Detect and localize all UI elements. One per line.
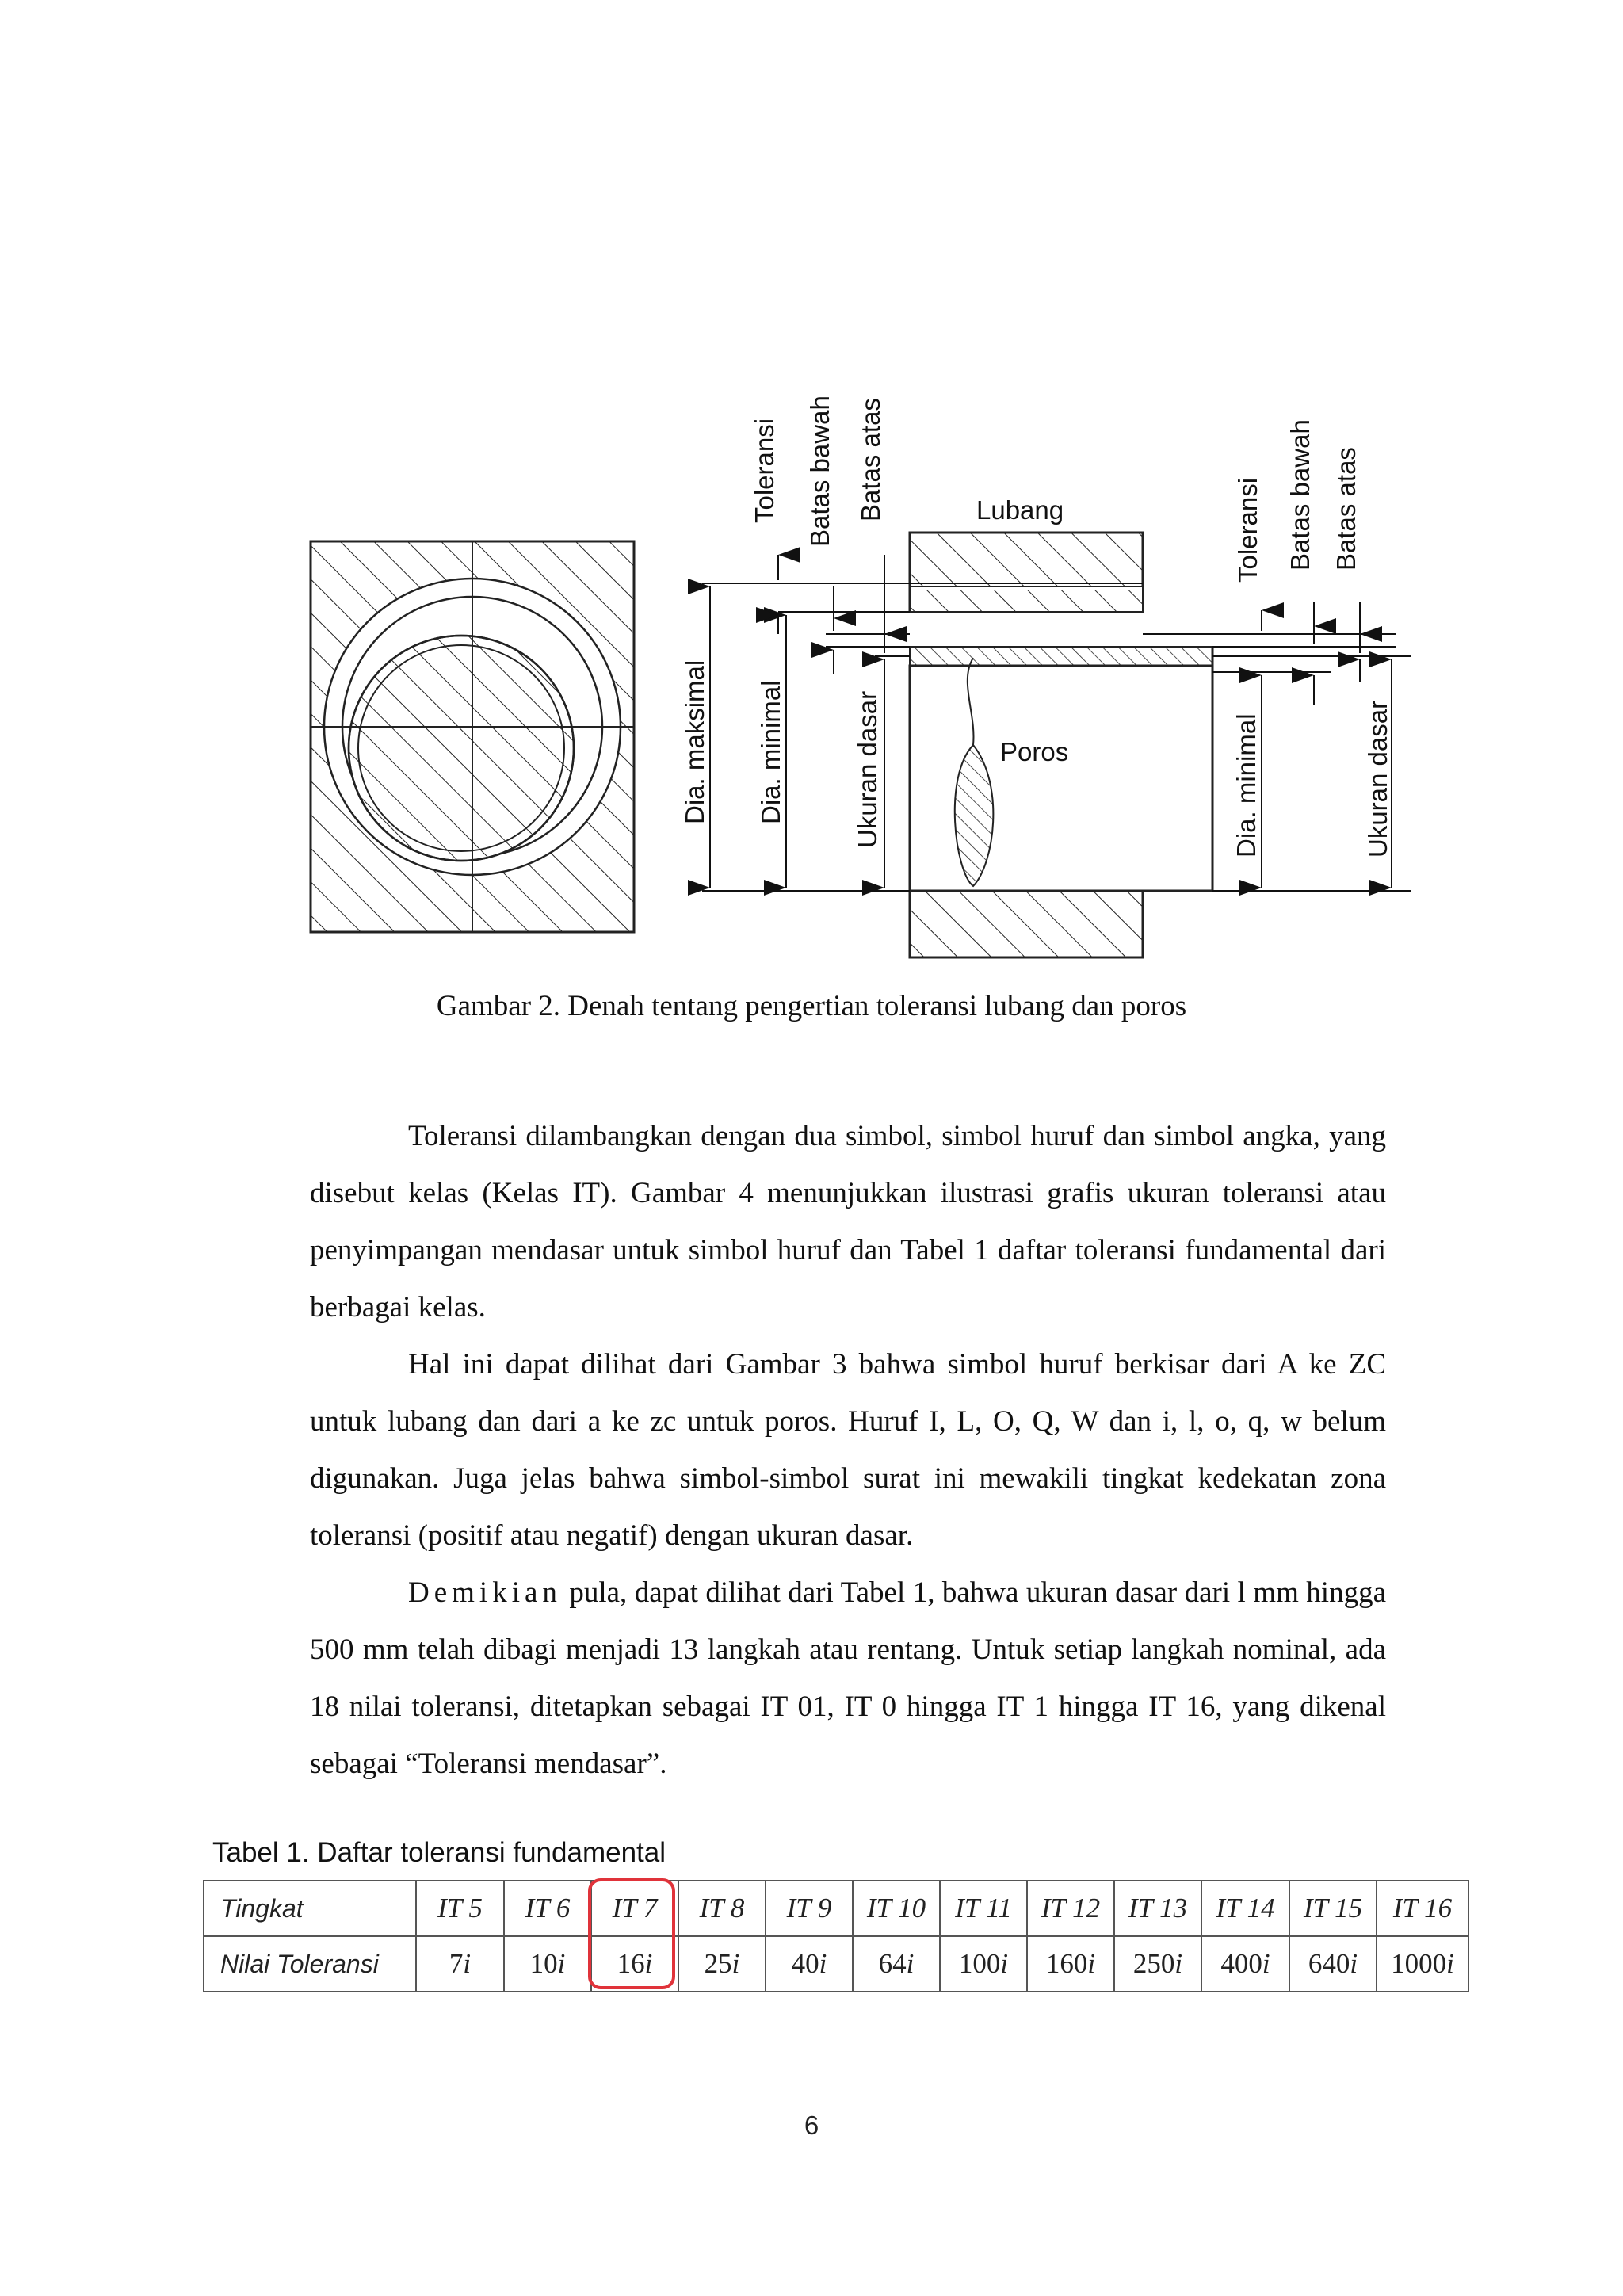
label-ukuran-dasar-left: Ukuran dasar [853, 690, 882, 848]
value-cell [1289, 1936, 1377, 1992]
value-unit: i [1262, 1948, 1270, 1979]
value-unit: i [819, 1948, 827, 1979]
value-number: 250 [1132, 1948, 1175, 1979]
paragraph-3-rest: pula, dapat dilihat dari Tabel 1, bahwa ukuran dasar dari l mm hingga 500 mm telah dibagi menjadi 13 langkah atau rentang. Untuk setiap langkah nominal, ada 18 nilai toleransi, ditetapkan sebagai IT 01, IT 0 hingga IT 1 hingga IT 16, yang dikenal sebagai “Toleransi mendasar”. [310, 1576, 1386, 1780]
value-number: 640 [1308, 1948, 1350, 1979]
grade-cell: IT 16 [1377, 1881, 1468, 1936]
value-number: 25 [704, 1948, 732, 1979]
value-number: 64 [878, 1948, 907, 1979]
figure-caption: Gambar 2. Denah tentang pengertian toleransi lubang dan poros [436, 990, 1187, 1022]
value-number: 160 [1045, 1948, 1088, 1979]
value-cell [416, 1936, 504, 1992]
label-poros: Poros [1000, 737, 1069, 766]
value-unit: i [1446, 1948, 1454, 1979]
label-dia-minimal-left: Dia. minimal [756, 680, 785, 824]
paragraph-1-text: Toleransi dilambangkan dengan dua simbol, simbol huruf dan simbol angka, yang disebut kelas (Kelas IT). Gambar 4 menunjukkan ilustrasi grafis ukuran toleransi atau penyimpangan mendasar untuk simbol huruf dan Tabel 1 daftar toleransi fundamental dari berbagai kelas. [310, 1120, 1386, 1324]
value-cell [853, 1936, 940, 1992]
row-label-tingkat: Tingkat [204, 1881, 416, 1936]
label-dia-minimal-right: Dia. minimal [1232, 713, 1261, 858]
value-number: 10 [529, 1948, 558, 1979]
value-unit: i [463, 1948, 472, 1979]
value-cell [766, 1936, 853, 1992]
grade-cell: IT 5 [416, 1881, 504, 1936]
cross-section-view [311, 541, 634, 932]
value-unit: i [557, 1948, 566, 1979]
value-number: 400 [1220, 1948, 1262, 1979]
value-number: 100 [958, 1948, 1001, 1979]
tolerance-table [203, 1880, 1469, 1992]
value-unit: i [1087, 1948, 1096, 1979]
label-batas-atas-right: Batas atas [1331, 447, 1361, 571]
value-number: 16 [617, 1948, 645, 1979]
value-number: 7 [449, 1948, 464, 1979]
value-number: 40 [791, 1948, 819, 1979]
paragraph-3 [310, 1564, 1386, 1793]
paragraph-2-text: Hal ini dapat dilihat dari Gambar 3 bahwa simbol huruf berkisar dari A ke ZC untuk lubang dan dari a ke zc untuk poros. Huruf I, L, O, Q, W dan i, l, o, q, w belum digunakan. Juga jelas bahwa simbol-simbol surat ini mewakili tingkat kedekatan zona toleransi (positif atau negatif) dengan ukuran dasar. [310, 1348, 1386, 1552]
value-unit: i [644, 1948, 653, 1979]
grade-cell: IT 9 [766, 1881, 853, 1936]
grade-cell: IT 12 [1027, 1881, 1114, 1936]
table-title: Tabel 1. Daftar toleransi fundamental [212, 1837, 666, 1868]
label-toleransi-left: Toleransi [750, 418, 779, 523]
value-cell [1377, 1936, 1468, 1992]
page-number: 6 [804, 2111, 819, 2140]
value-cell [1201, 1936, 1289, 1992]
paragraph-3-text [310, 1564, 1386, 1793]
grade-cell: IT 7 [591, 1881, 678, 1936]
row-label-nilai-toleransi: Nilai Toleransi [204, 1936, 416, 1992]
value-cell [1114, 1936, 1201, 1992]
value-cell [940, 1936, 1027, 1992]
grade-cell: IT 14 [1201, 1881, 1289, 1936]
label-toleransi-right: Toleransi [1233, 477, 1262, 583]
label-batas-bawah-right: Batas bawah [1285, 419, 1315, 571]
value-number: 1000 [1391, 1948, 1447, 1979]
it7-highlight-box [588, 1878, 675, 1989]
value-cell [1027, 1936, 1114, 1992]
label-batas-atas-left: Batas atas [856, 398, 885, 521]
table-row-value [204, 1936, 1468, 1992]
table-row-grade [204, 1881, 1468, 1936]
tolerance-diagram [301, 372, 1426, 963]
grade-cell: IT 10 [853, 1881, 940, 1936]
label-lubang: Lubang [976, 495, 1064, 525]
value-unit: i [1174, 1948, 1183, 1979]
value-cell [504, 1936, 591, 1992]
label-dia-maksimal: Dia. maksimal [680, 659, 709, 824]
value-unit: i [731, 1948, 740, 1979]
grade-cell: IT 11 [940, 1881, 1027, 1936]
paragraph-1 [310, 1108, 1386, 1336]
value-unit: i [1000, 1948, 1009, 1979]
value-cell [678, 1936, 766, 1992]
paragraph-2 [310, 1336, 1386, 1564]
value-unit: i [1350, 1948, 1358, 1979]
value-unit: i [906, 1948, 915, 1979]
label-ukuran-dasar-right: Ukuran dasar [1363, 700, 1392, 858]
grade-cell: IT 15 [1289, 1881, 1377, 1936]
label-batas-bawah-left: Batas bawah [805, 395, 834, 547]
grade-cell: IT 13 [1114, 1881, 1201, 1936]
grade-cell: IT 6 [504, 1881, 591, 1936]
grade-cell: IT 8 [678, 1881, 766, 1936]
paragraph-3-lead-word: Demikian [408, 1576, 562, 1609]
